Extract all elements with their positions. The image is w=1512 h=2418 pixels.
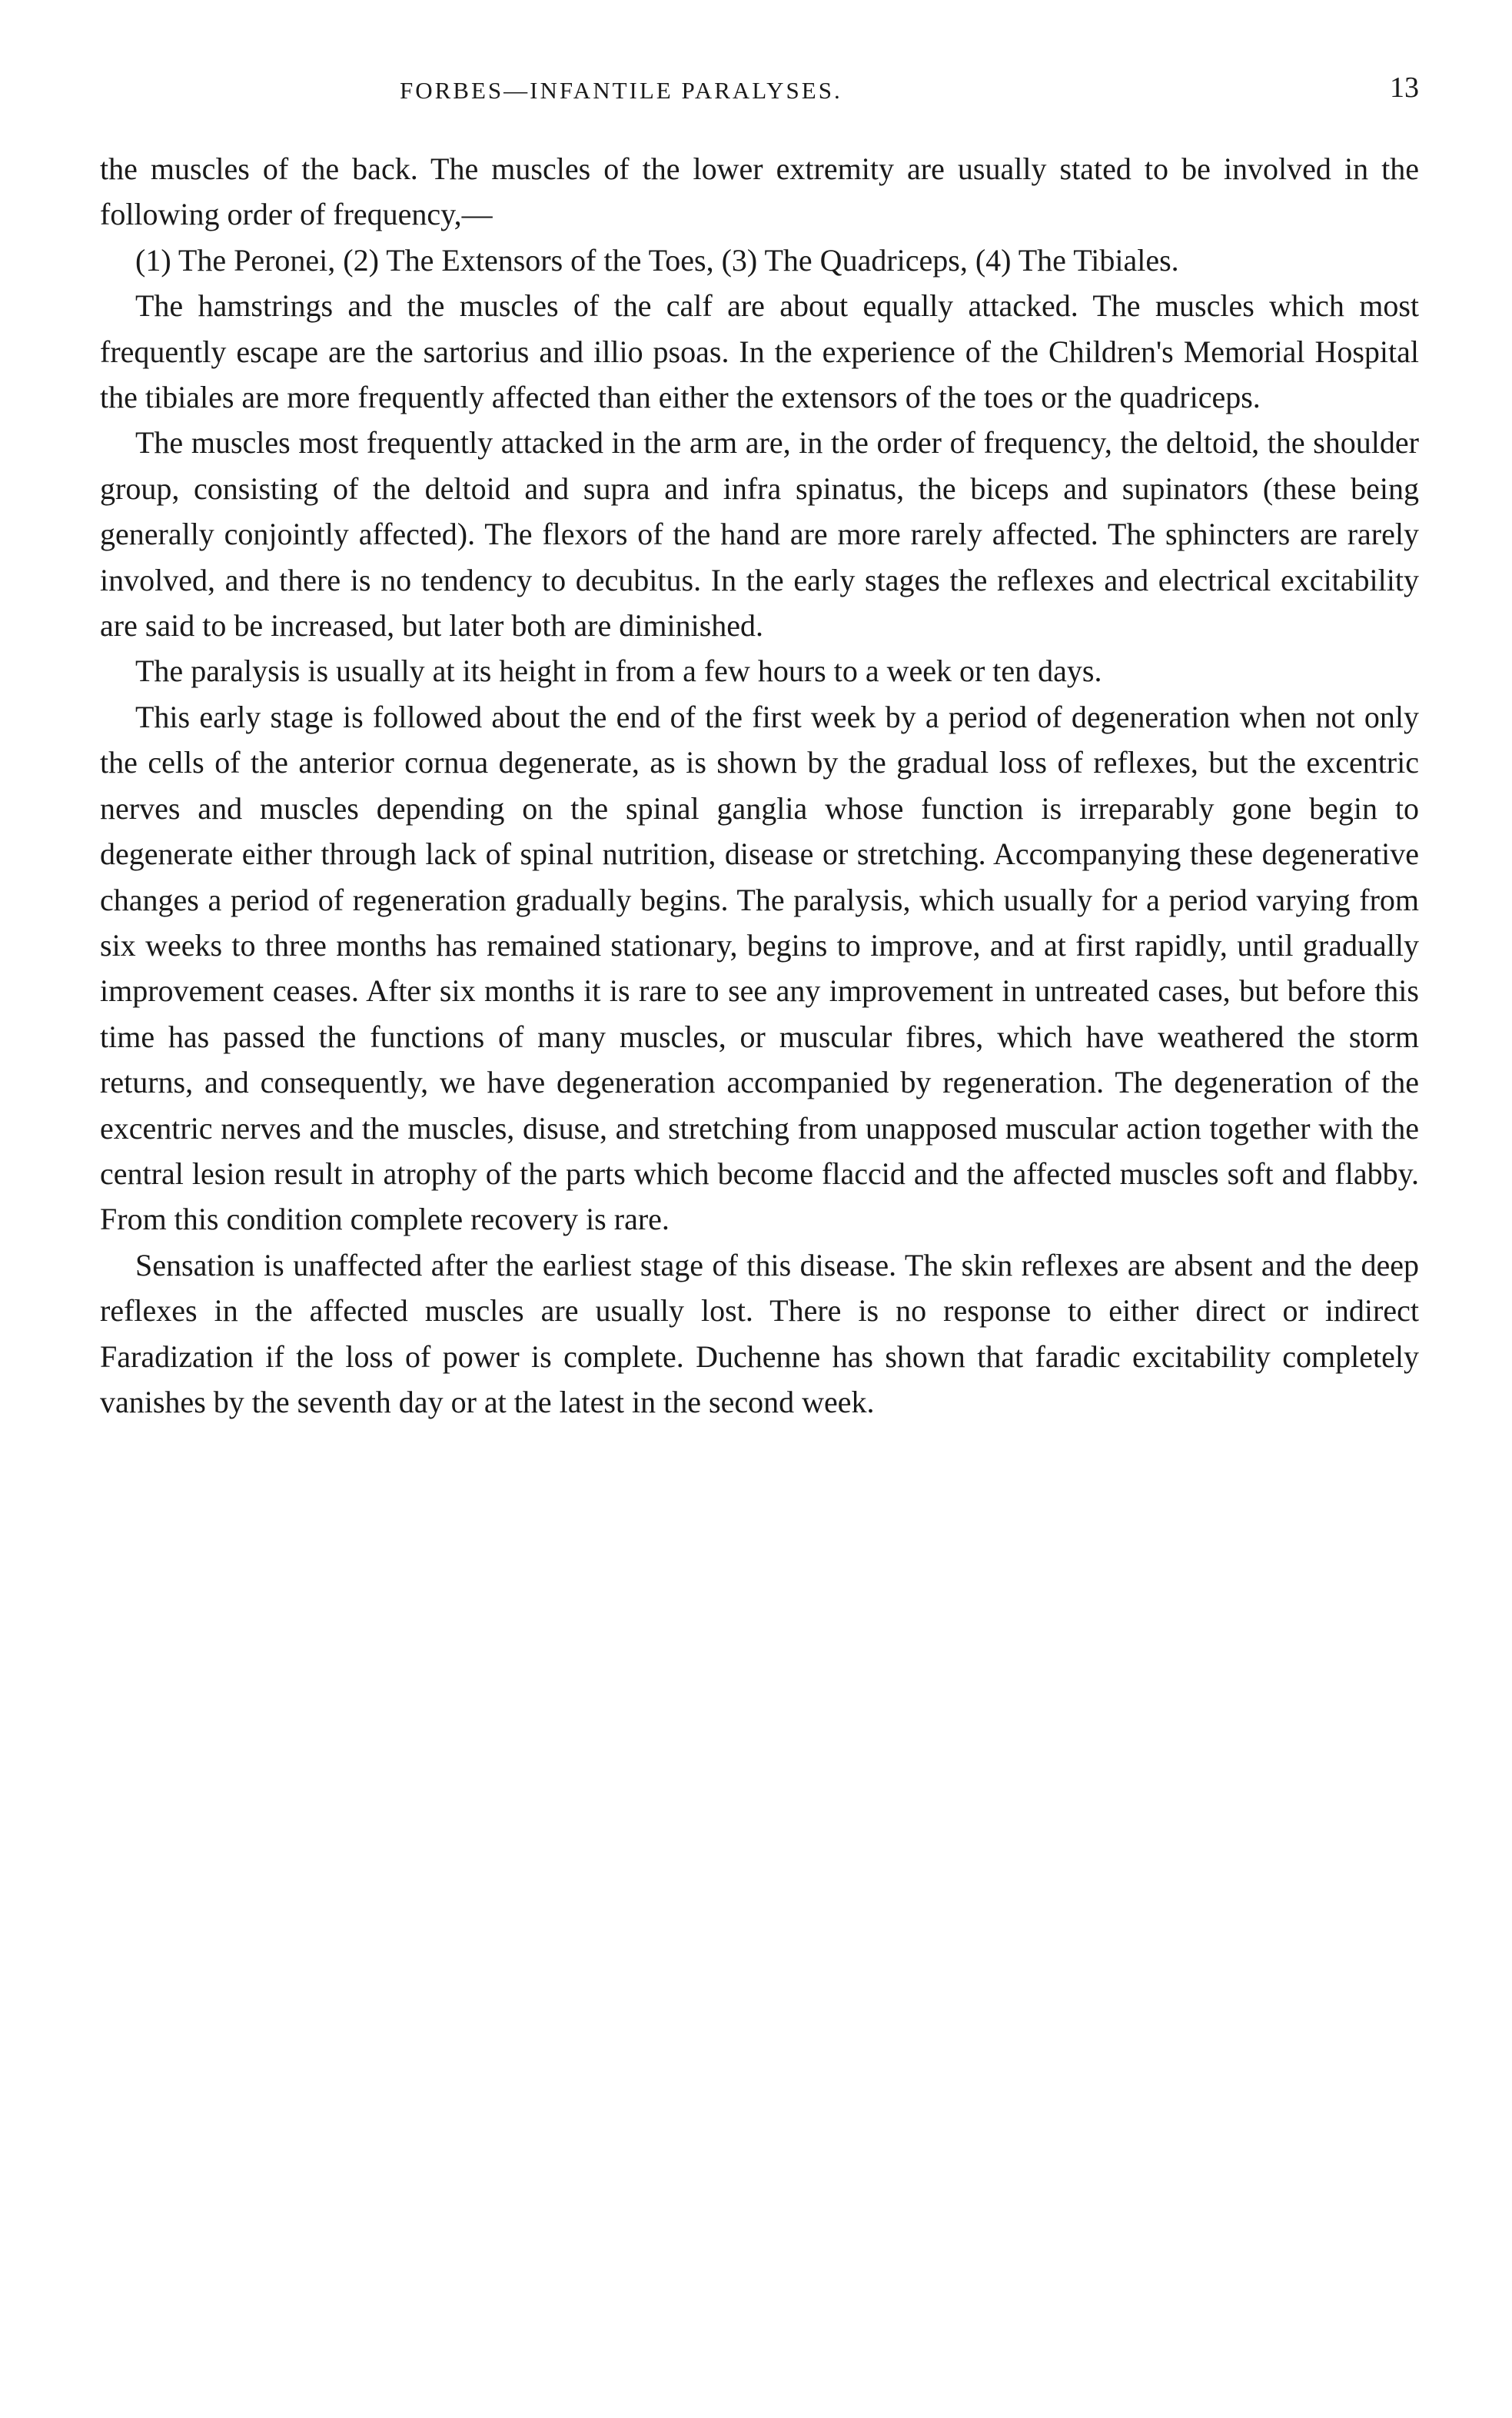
running-head	[100, 71, 1419, 117]
paragraph-paralysis-height: The paralysis is usually at its height in from a few hours to a week or ten days.	[135, 654, 1102, 689]
paragraph-sensation: Sensation is unaffected after the earliest stage of this disease. The skin reflexes are absent and the deep reflexes in the affected muscles are usually lost. There is no response to either direct or indirect Faradization if the loss of power is complete. Duchenne has shown that faradic excitability completely vanishes by the seventh day or at the latest in the second week.	[100, 1247, 1419, 1419]
page-number: 13	[1390, 72, 1419, 104]
book-page	[100, 71, 1419, 1425]
paragraph-arm-muscles: The muscles most frequently attacked in the arm are, in the order of frequency, the deltoid, the shoulder group, consisting of the deltoid and supra and infra spinatus, the biceps and supinators (these being generally conjointly affected). The flexors of the hand are more rarely affected. The sphincters are rarely involved, and there is no tendency to decubitus. In the early stages the reflexes and electrical excitability are said to be increased, but later both are diminished.	[100, 425, 1419, 644]
body-text	[100, 146, 1419, 1425]
paragraph-muscle-order-list: (1) The Peronei, (2) The Extensors of the Toes, (3) The Quadriceps, (4) The Tibiales.	[135, 242, 1179, 278]
paragraph-degeneration: This early stage is followed about the end of the first week by a period of degeneration when not only the cells of the anterior cornua degenerate, as is shown by the gradual loss of reflexes, but the excentric nerves and muscles depending on the spinal ganglia whose function is irreparably gone begin to degenerate either through lack of spinal nutrition, disease or stretching. Accompanying these degenerative changes a period of regeneration gradually begins. The paralysis, which usually for a period varying from six weeks to three months has remained stationary, begins to improve, and at first rapidly, until gradually improvement ceases. After six months it is rare to see any improvement in untreated cases, but before this time has passed the functions of many muscles, or muscular fibres, which have weathered the storm returns, and consequently, we have degeneration accompanied by regeneration. The degeneration of the excentric nerves and the muscles, disuse, and stretching from unapposed muscular action together with the central lesion result in atrophy of the parts which become flaccid and the affected muscles soft and flabby. From this condition complete recovery is rare.	[100, 699, 1419, 1237]
paragraph-continued: the muscles of the back. The muscles of the lower extremity are usually stated to be involved in the following order of frequency,—	[100, 151, 1419, 232]
running-title: FORBES—INFANTILE PARALYSES.	[400, 77, 842, 104]
paragraph-hamstrings: The hamstrings and the muscles of the calf are about equally attacked. The muscles which most frequently escape are the sartorius and illio psoas. In the experience of the Children's Memorial Hospital the tibiales are more frequently affected than either the extensors of the toes or the quadriceps.	[100, 288, 1419, 415]
